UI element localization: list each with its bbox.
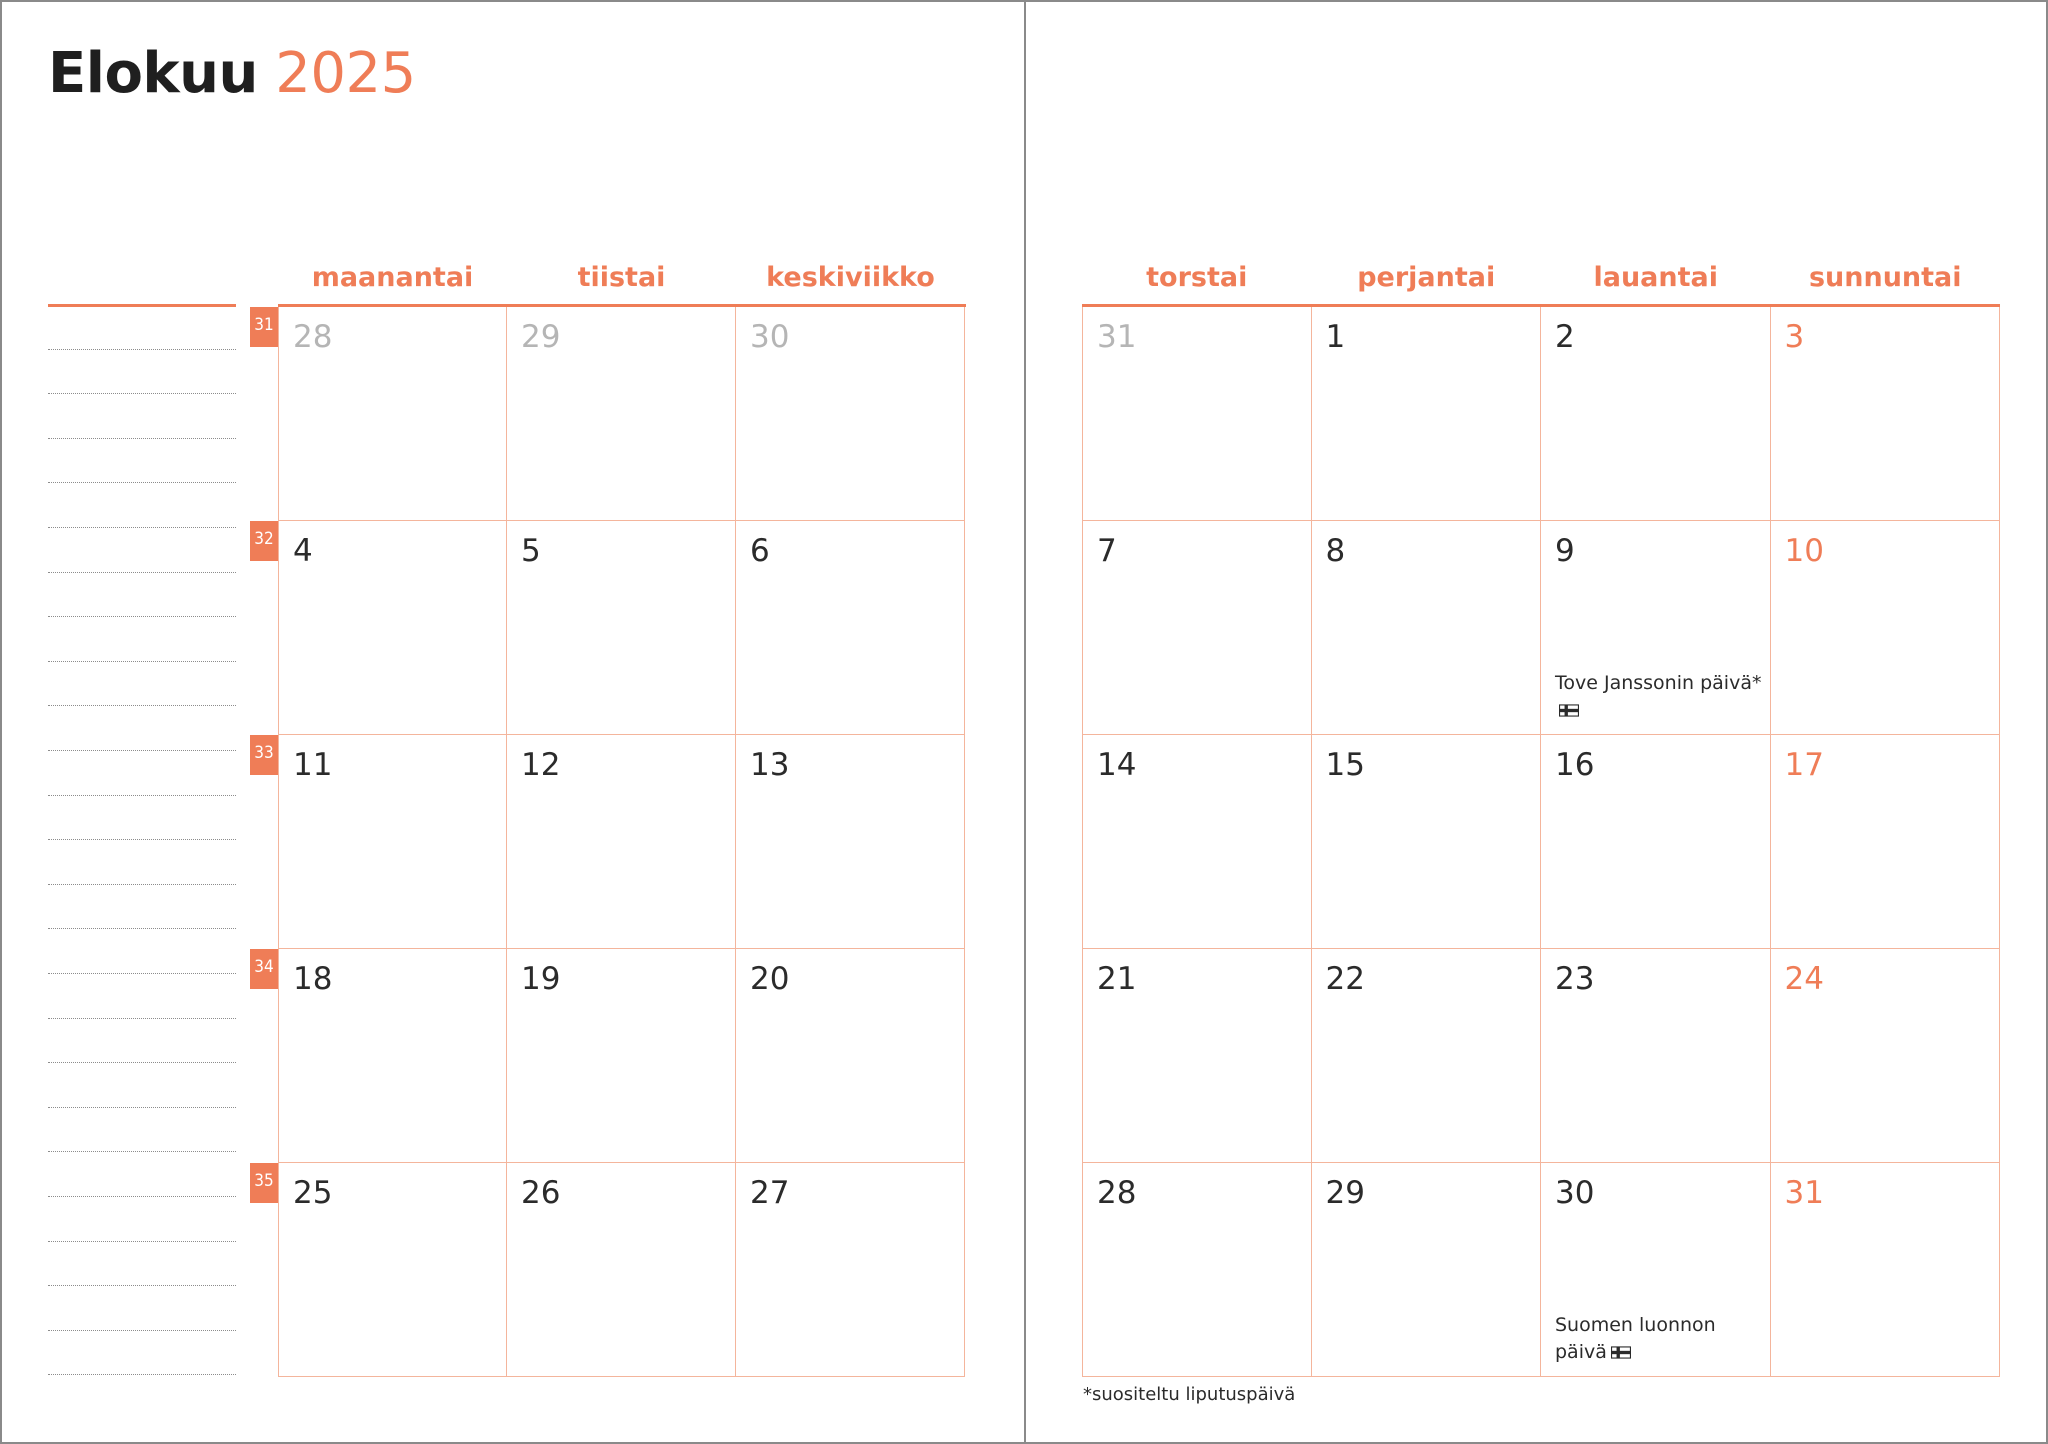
day-cell[interactable]: [736, 949, 965, 1163]
day-number: 28: [1097, 1175, 1137, 1211]
day-cell[interactable]: [1541, 521, 1771, 735]
calendar-grid-left: [278, 304, 966, 1377]
day-number: 30: [750, 319, 790, 355]
day-cell[interactable]: [507, 735, 736, 949]
day-cell[interactable]: [507, 521, 736, 735]
day-cell[interactable]: [278, 735, 507, 949]
note-line: [48, 1107, 236, 1108]
day-cell[interactable]: [278, 307, 507, 521]
day-number: 22: [1325, 961, 1365, 997]
weekday-header-right-3: sunnuntai: [1808, 262, 1962, 293]
note-line: [48, 349, 236, 350]
day-number: 6: [750, 533, 770, 569]
weekday-header-right-1: perjantai: [1357, 262, 1496, 293]
title-year: 2025: [275, 41, 416, 106]
day-cell[interactable]: [1312, 949, 1542, 1163]
day-cell[interactable]: [1771, 521, 2001, 735]
note-line: [48, 1062, 236, 1063]
day-number: 4: [293, 533, 313, 569]
note-line: [48, 438, 236, 439]
weekday-header-left-2: keskiviikko: [766, 262, 935, 293]
day-cell[interactable]: [1771, 949, 2001, 1163]
day-number: 26: [521, 1175, 561, 1211]
day-cell[interactable]: [507, 1163, 736, 1377]
finnish-flag-icon: [1611, 1340, 1631, 1353]
day-cell[interactable]: [1082, 735, 1312, 949]
note-line: [48, 884, 236, 885]
note-line: [48, 1151, 236, 1152]
week-number-badge: 31: [250, 307, 278, 347]
note-line: [48, 1330, 236, 1331]
day-cell[interactable]: [736, 521, 965, 735]
day-cell[interactable]: [1312, 307, 1542, 521]
day-number: 11: [293, 747, 333, 783]
day-number: 23: [1555, 961, 1595, 997]
day-cell[interactable]: [1312, 521, 1542, 735]
day-number: 24: [1784, 961, 1824, 997]
day-number: 29: [521, 319, 561, 355]
holiday-note-text: Tove Janssonin päivä*: [1555, 672, 1762, 694]
day-number: 13: [750, 747, 790, 783]
day-number: 7: [1097, 533, 1117, 569]
day-cell[interactable]: [1312, 735, 1542, 949]
day-number: 19: [521, 961, 561, 997]
note-line: [48, 928, 236, 929]
holiday-note: [1555, 670, 1765, 724]
day-number: 21: [1097, 961, 1137, 997]
day-cell[interactable]: [278, 949, 507, 1163]
day-cell[interactable]: [1541, 307, 1771, 521]
note-line: [48, 572, 236, 573]
holiday-note-text: Suomen luonnon päivä: [1555, 1314, 1716, 1363]
day-number: 30: [1555, 1175, 1595, 1211]
calendar-grid-right: [1082, 304, 2000, 1377]
day-cell[interactable]: [1771, 735, 2001, 949]
day-cell[interactable]: [278, 521, 507, 735]
note-line: [48, 839, 236, 840]
note-line: [48, 795, 236, 796]
day-cell[interactable]: [1082, 521, 1312, 735]
day-cell[interactable]: [1771, 1163, 2001, 1377]
note-line: [48, 1018, 236, 1019]
note-line: [48, 661, 236, 662]
day-number: 27: [750, 1175, 790, 1211]
note-line: [48, 1241, 236, 1242]
weekday-header-left-0: maanantai: [311, 262, 474, 293]
day-number: 25: [293, 1175, 333, 1211]
day-number: 31: [1784, 1175, 1824, 1211]
finnish-flag-icon: [1559, 698, 1579, 711]
day-number: 10: [1784, 533, 1824, 569]
holiday-note: [1555, 1312, 1765, 1366]
day-cell[interactable]: [507, 307, 736, 521]
note-line: [48, 482, 236, 483]
day-cell[interactable]: [736, 307, 965, 521]
note-line: [48, 1285, 236, 1286]
day-cell[interactable]: [278, 1163, 507, 1377]
day-number: 20: [750, 961, 790, 997]
day-cell[interactable]: [1541, 1163, 1771, 1377]
note-line: [48, 705, 236, 706]
day-number: 8: [1325, 533, 1346, 569]
day-number: 9: [1555, 533, 1575, 569]
day-number: 5: [521, 533, 541, 569]
day-number: 18: [293, 961, 333, 997]
weekday-header-right-0: torstai: [1146, 262, 1248, 293]
note-line: [48, 616, 236, 617]
note-line: [48, 973, 236, 974]
note-line: [48, 1196, 236, 1197]
week-number-badge: 34: [250, 949, 278, 989]
day-cell[interactable]: [1312, 1163, 1542, 1377]
day-cell[interactable]: [1082, 949, 1312, 1163]
day-number: 2: [1555, 319, 1575, 355]
day-number: 1: [1325, 319, 1346, 355]
week-number-badge: 35: [250, 1163, 278, 1203]
weekday-header-right-2: lauantai: [1593, 262, 1719, 293]
day-cell[interactable]: [1082, 1163, 1312, 1377]
day-cell[interactable]: [507, 949, 736, 1163]
page-title: [48, 38, 416, 110]
day-cell[interactable]: [736, 1163, 965, 1377]
week-number-badge: 32: [250, 521, 278, 561]
weekday-header-left-1: tiistai: [577, 262, 666, 293]
note-line: [48, 750, 236, 751]
day-cell[interactable]: [1541, 949, 1771, 1163]
footnote: *suositeltu liputuspäivä: [1083, 1384, 1296, 1405]
day-cell[interactable]: [1082, 307, 1312, 521]
day-number: 28: [293, 319, 333, 355]
day-cell[interactable]: [1541, 735, 1771, 949]
day-number: 29: [1325, 1175, 1365, 1211]
day-number: 15: [1325, 747, 1365, 783]
day-number: 17: [1784, 747, 1824, 783]
day-cell[interactable]: [1771, 307, 2001, 521]
note-line: [48, 1374, 236, 1375]
day-cell[interactable]: [736, 735, 965, 949]
day-number: 3: [1784, 319, 1805, 355]
note-line: [48, 527, 236, 528]
day-number: 31: [1097, 319, 1137, 355]
day-number: 12: [521, 747, 561, 783]
day-number: 14: [1097, 747, 1137, 783]
week-number-badge: 33: [250, 735, 278, 775]
title-month: Elokuu: [48, 41, 258, 106]
notes-top-rule: [48, 304, 236, 307]
day-number: 16: [1555, 747, 1595, 783]
note-line: [48, 393, 236, 394]
